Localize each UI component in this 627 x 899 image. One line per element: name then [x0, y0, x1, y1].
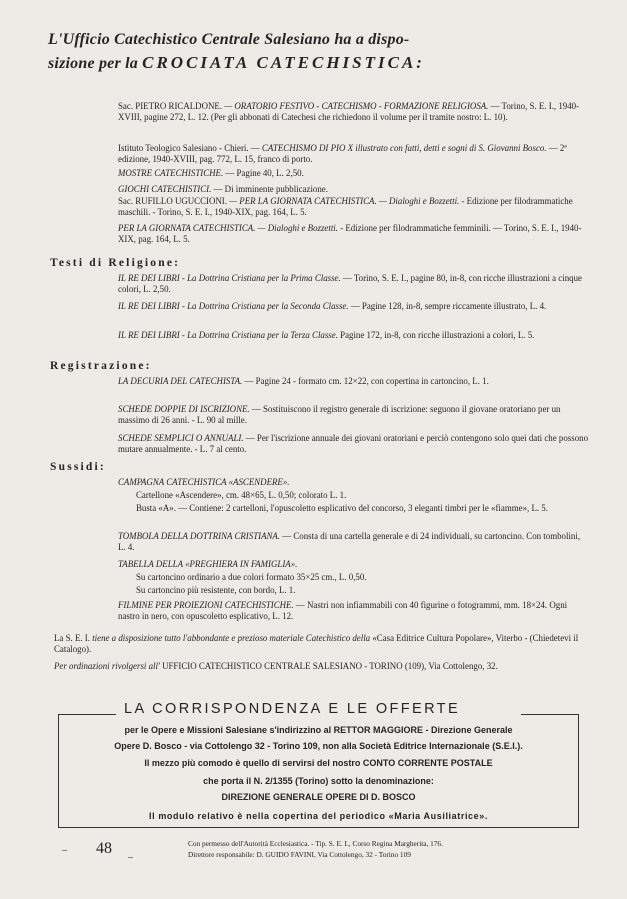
page-number: 48 — [96, 840, 112, 857]
registrazione-item-3: SCHEDE SEMPLICI O ANNUALI. — Per l'iscrizione annuale dei giovani oratoriani e perciò contengono solo quei dati che possono mutare annualmente. - L. 7 al cento. — [118, 433, 589, 455]
sussidi-tabella-line-1: Su cartoncino ordinario a due colori formato 35×25 cm., L. 0,50. — [136, 572, 367, 582]
orders-notice: Per ordinazioni rivolgersi all' UFFICIO CATECHISTICO CENTRALE SALESIANO - TORINO (109), Via Cottolengo, 32. — [54, 661, 498, 671]
section-title-testi: Testi di Religione: — [50, 257, 181, 269]
sussidi-tombola: TOMBOLA DELLA DOTTRINA CRISTIANA. — Consta di una cartella generale e di 24 individuali, su cartoncino. Con tombolini, L. 4. — [118, 531, 581, 553]
offer-item-mostre: MOSTRE CATECHISTICHE. — Pagine 40, L. 2,50. — [118, 168, 304, 178]
sussidi-campagna-line-1: Cartellone «Ascendere», cm. 48×65, L. 0,50; colorato L. 1. — [136, 490, 347, 500]
offer-item-catechismo-pio-x: Istituto Teologico Salesiano - Chieri. — CATECHISMO DI PIO X illustrato con fatti, detti e sogni di S. Giovanni Bosco. — 2ª edizione, 1940-XVIII, pag. 772, L. 15, franco di porto. — [118, 143, 567, 165]
section-title-sussidi: Sussidi: — [50, 461, 106, 473]
sussidi-tabella-title: TABELLA DELLA «PREGHIERA IN FAMIGLIA». — [118, 559, 298, 569]
box-line-2: Opere D. Bosco - via Cottolengo 32 - Torino 109, non alla Società Editrice Internazionale (S.E.I.). — [114, 741, 523, 751]
header-highlight: CROCIATA CATECHISTICA: — [142, 53, 425, 72]
offer-item-giornata-femm: PER LA GIORNATA CATECHISTICA. — Dialoghi e Bozzetti. - Edizione per filodrammatiche femminili. — Torino, S. E. I., 1940-XIX, pag. 164, L. 5. — [118, 223, 582, 245]
sussidi-campagna-title: CAMPAGNA CATECHISTICA «ASCENDERE». — [118, 477, 290, 487]
header-line-1: L'Ufficio Catechistico Centrale Salesiano ha a dispo- — [48, 31, 410, 48]
testi-item-1: IL RE DEI LIBRI - La Dottrina Cristiana per la Prima Classe. — Torino, S. E. I., pagine 80, in-8, con ricche illustrazioni a cinque colori, L. 2,50. — [118, 273, 582, 295]
testi-item-3: IL RE DEI LIBRI - La Dottrina Cristiana per la Terza Classe. Pagine 172, in-8, con ricche illustrazioni a colori, L. 5. — [118, 330, 535, 340]
offer-item-giornata: Sac. RUFILLO UGUCCIONI. — PER LA GIORNATA CATECHISTICA. — Dialoghi e Bozzetti. - Edizione per filodrammatiche maschili. - Torino, S. E. I., 1940-XIX, pag. 164, L. 5. — [118, 196, 573, 218]
section-title-registrazione: Registrazione: — [50, 360, 152, 372]
correspondence-box — [58, 714, 579, 828]
box-line-6: Il modulo relativo è nella copertina del periodico «Maria Ausiliatrice». — [149, 811, 488, 821]
testi-item-2: IL RE DEI LIBRI - La Dottrina Cristiana per la Seconda Classe. — Pagine 128, in-8, sempre riccamente illustrato, L. 4. — [118, 301, 547, 311]
registrazione-item-2: SCHEDE DOPPIE DI ISCRIZIONE. — Sostituiscono il registro generale di iscrizione: seguono il giovane oratoriano per un massimo di 26 anni. - L. 90 al mille. — [118, 404, 561, 426]
box-line-5: DIREZIONE GENERALE OPERE DI D. BOSCO — [221, 792, 416, 802]
offer-item-giochi: GIOCHI CATECHISTICI. — Di imminente pubblicazione. — [118, 184, 328, 194]
footer-dash-right: – — [128, 852, 133, 863]
offer-item-oratorio: Sac. PIETRO RICALDONE. — ORATORIO FESTIVO - CATECHISMO - FORMAZIONE RELIGIOSA. — Torino, S. E. I., 1940-XVIII, pagine 272, L. 12. (Per gli abbonati di Catechesi che richiedono il volume per il tramite nostro: L. 10). — [118, 101, 580, 123]
box-line-1: per le Opere e Missioni Salesiane s'indirizzino al RETTOR MAGGIORE - Direzione Generale — [124, 725, 513, 735]
header-line-2: sizione per la CROCIATA CATECHISTICA: — [48, 53, 425, 72]
page-header — [48, 28, 588, 75]
sussidi-campagna-line-2: Busta «A». — Contiene: 2 cartelloni, l'opuscoletto esplicativo del concorso, 3 eleganti timbri per le «fiamme», L. 5. — [136, 503, 548, 513]
footer-imprint-1: Con permesso dell'Autorità Ecclesiastica. - Tip. S. E. I., Corso Regina Margherita, 176. — [188, 839, 443, 848]
sussidi-tabella-line-2: Su cartoncino più resistente, con bordo, L. 1. — [136, 585, 296, 595]
box-line-3: Il mezzo più comodo è quello di servirsi del nostro CONTO CORRENTE POSTALE — [144, 758, 493, 768]
footer-imprint-2: Direttore responsabile: D. GUIDO FAVINI, Via Cottolengo, 32 - Torino 109 — [188, 850, 411, 859]
box-line-4: che porta il N. 2/1355 (Torino) sotto la denominazione: — [203, 776, 434, 786]
box-title: LA CORRISPONDENZA E LE OFFERTE — [124, 701, 461, 717]
sei-notice: La S. E. I. tiene a disposizione tutto l'abbondante e prezioso materiale Catechistico della «Casa Editrice Cultura Popolare», Viterbo - (Chiedetevi il Catalogo). — [54, 633, 579, 655]
sussidi-filmine: FILMINE PER PROIEZIONI CATECHISTICHE. — Nastri non infiammabili con 40 figurine o fotogrammi, mm. 18×24. Ogni nastro in nero, con opuscoletto esplicativo, L. 12. — [118, 600, 568, 622]
footer-dash-left: – — [62, 845, 67, 856]
registrazione-item-1: LA DECURIA DEL CATECHISTA. — Pagine 24 - formato cm. 12×22, con copertina in cartoncino, L. 1. — [118, 376, 489, 386]
